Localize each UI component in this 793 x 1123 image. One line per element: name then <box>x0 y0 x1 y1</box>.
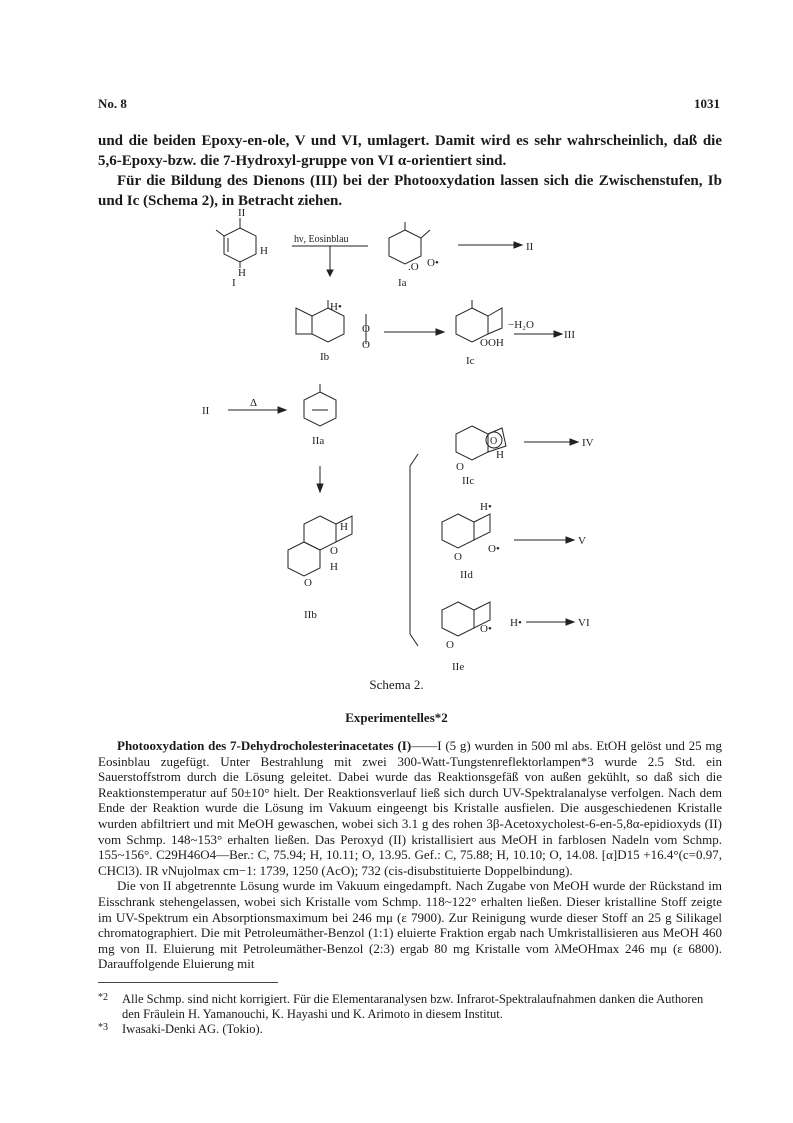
footnote-rule <box>98 982 278 983</box>
label-IIc: IIc <box>462 475 475 487</box>
structure-Ib <box>312 308 344 342</box>
structure-IIc <box>456 426 488 460</box>
label-H-I2: H <box>238 267 246 279</box>
label-II-left: II <box>202 405 210 417</box>
label-O1-Ib: O <box>362 323 370 335</box>
label-dotO: .O <box>408 261 419 273</box>
section-title: Experimentelles*2 <box>345 710 448 725</box>
page-number: 1031 <box>694 96 720 111</box>
label-II-product: II <box>526 241 534 253</box>
label-Hdot-IIe: H• <box>510 617 522 629</box>
label-Ia: Ia <box>398 277 407 289</box>
label-Odot-IId: O• <box>488 543 500 555</box>
footnote-mark: *2 <box>98 992 108 1003</box>
label-III: III <box>564 329 575 341</box>
scheme-caption: Schema 2. <box>369 677 424 692</box>
structure-I <box>224 228 256 262</box>
structure-IIe <box>442 602 474 636</box>
label-II-top: II <box>238 207 246 219</box>
experimental-paragraph-2: Die von II abgetrennte Lösung wurde im Vakuum eingedampft. Nach Zugabe von MeOH wurde der Rückstand im Eisschrank stehengelassen, wobei sich Kristalle vom Schmp. 118~122° erhalten ließen. Dieser kristalline Stoff zeigte im UV-Spektrum ein Absorptionsmaximum bei 246 mμ (ε 7900). Zur Reinigung wurde dieser Stoff an 25 g Silikagel chromatographiert. Die mit Petroleumäther-Benzol (1:1) eluierte Fraktion ergab nach Umkristallisieren aus MeOH 460 mg von II. Eluierung mit Petroleumäther-Benzol (2:3) ergab 80 mg Kristalle vom λMeOHmax 246 mμ (ε 6800). Darauffolgende Eluierung mit <box>98 878 722 972</box>
paragraph-1-text: ——I (5 g) wurden in 500 ml abs. EtOH gelöst und 25 mg Eosinblau zugefügt. Unter Bestrahlung mit zwei 300-Watt-Tungstenreflektorlampen*3 wurde 2.5 Std. ein Sauerstoffstrom durch die Lösung geleitet. Dabei wurde das Reaktionsgefäß von außen gekühlt, so daß sich die Reaktionstemperatur auf 50±10° hielt. Der Reaktionsverlauf ließ sich durch UV-Spektralanalyse verfolgen. Nach dem Ende der Reaktion wurde die Lösung im Vakuum eingeengt bis Kristalle ausfielen. Die ausgeschiedenen Kristalle wurden abfiltriert und mit MeOH gewaschen, wobei sich 3.1 g des rohen 3β-Acetoxycholest-6-en-5,8α-epidioxyds (II) vom Schmp. 148~153° erhalten ließen. Das Peroxyd (II) kristallisiert aus MeOH in farblosen Nadeln vom Schmp. 155~156°. C29H46O4—Ber.: C, 75.94; H, 10.11; O, 13.95. Gef.: C, 75.88; H, 10.10; O, 14.08. [α]D15 +16.4°(c=0.97, CHCl3). IR νNujolmax cm−1: 1739, 1250 (AcO); 732 (cis-disubstituierte Doppelbindung). <box>98 738 722 878</box>
journal-number: No. 8 <box>98 96 127 111</box>
label-H-IIc: H <box>496 449 504 461</box>
footnotes <box>98 992 722 1037</box>
footnote-text: Iwasaki-Denki AG. (Tokio). <box>122 1022 263 1036</box>
label-Hdot-IId: H• <box>480 501 492 513</box>
label-IId: IId <box>460 569 473 581</box>
label-minus-h2o: −H₂O <box>508 319 534 331</box>
label-IIb: IIb <box>304 609 317 621</box>
reaction-scheme <box>180 207 620 714</box>
label-IIa: IIa <box>312 435 325 447</box>
label-Ib: Ib <box>320 351 330 363</box>
footnote-text: Alle Schmp. sind nicht korrigiert. Für die Elementaranalysen bzw. Infrarot-Spektralaufnahmen danken die Authoren den Fräulein H. Yamanouchi, K. Hayashi und K. Arimoto in diesem Institut. <box>122 992 704 1021</box>
footnote-mark: *3 <box>98 1022 108 1033</box>
structure-IId <box>442 514 474 548</box>
product-bracket <box>410 454 418 646</box>
label-delta: Δ <box>250 397 258 409</box>
label-I: I <box>232 277 236 289</box>
label-O-IId: O <box>454 551 462 563</box>
label-hv: hν, Eosinblau <box>294 234 349 245</box>
experimental-paragraph-1 <box>98 738 722 878</box>
label-IIe: IIe <box>452 661 465 673</box>
structure-Ia <box>389 230 421 264</box>
scheme-diagram <box>180 207 620 714</box>
label-O2-IIc: O <box>456 461 464 473</box>
intro-paragraph-1: und die beiden Epoxy-en-ole, V und VI, umlagert. Damit wird es sehr wahrscheinlich, daß die 5,6-Epoxy-bzw. die 7-Hydroxyl-gruppe von VI α-orientiert sind. <box>98 133 722 169</box>
label-O-IIc: O <box>490 436 498 447</box>
label-H-I: H <box>260 245 268 257</box>
intro-paragraph-2: Für die Bildung des Dienons (III) bei der Photooxydation lassen sich die Zwischenstufen, Ib und Ic (Schema 2), in Betracht ziehen. <box>98 173 722 209</box>
footnote-2 <box>98 1022 722 1037</box>
label-O-IIb: O <box>330 545 338 557</box>
label-Hdot-Ib: H• <box>330 301 342 313</box>
label-O2-IIb: O <box>304 577 312 589</box>
label-H2-IIb: H <box>330 561 338 573</box>
label-H-IIb: H <box>340 521 348 533</box>
label-IV: IV <box>582 437 594 449</box>
experimental-body <box>98 738 722 972</box>
label-VI: VI <box>578 617 590 629</box>
label-O-IIe: O <box>446 639 454 651</box>
intro-text <box>98 131 722 211</box>
label-V: V <box>578 535 586 547</box>
structure-IIa <box>304 392 336 426</box>
label-Ic: Ic <box>466 355 475 367</box>
label-OOH: OOH <box>480 337 504 349</box>
footnote-1 <box>98 992 722 1022</box>
label-Odot-IIe: O• <box>480 623 492 635</box>
label-O2-Ib: O <box>362 339 370 351</box>
run-in-heading: Photooxydation des 7-Dehydrocholesterinacetates (I) <box>117 738 412 753</box>
label-Odot: O• <box>427 257 439 269</box>
